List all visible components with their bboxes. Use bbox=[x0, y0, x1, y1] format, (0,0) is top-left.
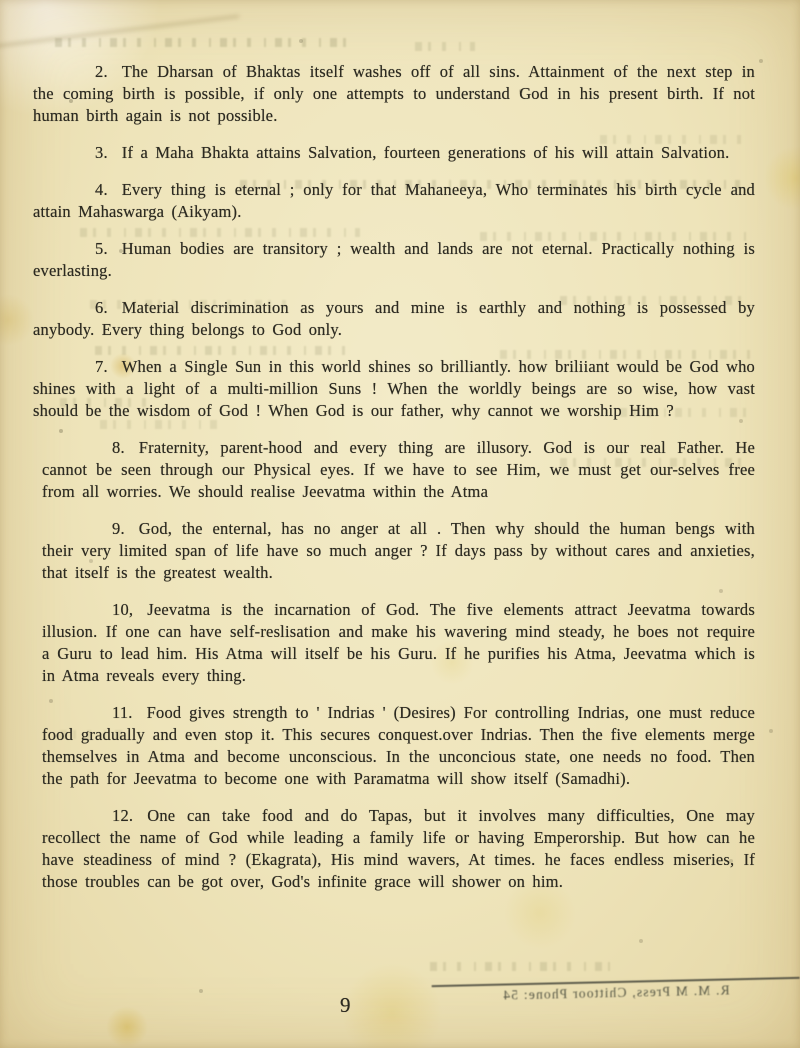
bleed-through-smudge bbox=[55, 38, 355, 47]
paragraph-number: 5. bbox=[95, 239, 108, 258]
paragraph bbox=[33, 61, 755, 127]
paragraph-number: 4. bbox=[95, 180, 108, 199]
paragraph-text: If a Maha Bhakta attains Salvation, fourteen generations of his will attain Salvation. bbox=[121, 143, 730, 162]
paragraph-number: 9. bbox=[112, 519, 125, 538]
page-content bbox=[33, 61, 755, 908]
paragraph-number: 3. bbox=[95, 143, 108, 162]
paragraph-text: Material discrimination as yours and mine is earthly and nothing is possessed by anybody. Every thing belongs to God only. bbox=[33, 298, 755, 339]
printer-imprint-mirrored: R. M. M Press, Chittoor Phone: 54 bbox=[432, 977, 800, 1019]
paragraph bbox=[33, 599, 755, 687]
paragraph bbox=[33, 805, 755, 893]
paragraph-text: Every thing is eternal ; only for that Mahaneeya, Who terminates his birth cycle and attain Mahaswarga (Aikyam). bbox=[33, 180, 755, 221]
page-number: 9 bbox=[340, 993, 352, 1017]
paragraph-number: 12. bbox=[112, 806, 134, 825]
paragraph bbox=[33, 179, 755, 223]
paragraph-number: 8. bbox=[112, 438, 125, 457]
ink-specks bbox=[0, 0, 2, 2]
paragraph-number: 10, bbox=[112, 600, 134, 619]
paragraph-number: 11. bbox=[112, 703, 133, 722]
paragraph-text: Human bodies are transitory ; wealth and lands are not eternal. Practically nothing is everlasting. bbox=[33, 239, 755, 280]
paragraph-text: Fraternity, parent-hood and every thing are illusory. God is our real Father. He cannot be seen through our Physical eyes. If we have to see Him, we must get our-selves free from all worries. We should realise Jeevatma within the Atma bbox=[42, 438, 755, 501]
paragraph bbox=[33, 297, 755, 341]
paragraph-number: 2. bbox=[95, 62, 108, 81]
bleed-through-smudge bbox=[415, 42, 475, 51]
paragraph-text: When a Single Sun in this world shines so brilliantly. how briliiant would be God who shines with a light of a multi-million Suns ! When the worldly beings are so wise, how vast should be the wisdom of God ! When God is our father, why cannot we worship Him ? bbox=[33, 357, 755, 420]
paragraph-text: God, the enternal, has no anger at all . Then why should the human bengs with their very limited span of life have so much anger ? If days pass by without cares and anxieties, that itself is the greatest wealth. bbox=[42, 519, 755, 582]
paragraph bbox=[33, 356, 755, 422]
paragraph-text: One can take food and do Tapas, but it involves many difficulties, One may recollect the name of God while leading a family life or having Emperorship. But how can he have steadiness of mind ? (Ekagrata), His mind wavers, At times. he faces endless miseries, If those troubles can be got over, God's infinite grace will shower on him. bbox=[42, 806, 755, 891]
paragraph bbox=[33, 437, 755, 503]
paragraph-number: 7. bbox=[95, 357, 108, 376]
paragraph bbox=[33, 702, 755, 790]
bleed-through-smudge bbox=[430, 962, 610, 971]
paragraph bbox=[33, 238, 755, 282]
paragraph bbox=[33, 518, 755, 584]
paragraph bbox=[33, 142, 755, 164]
paragraph-text: Food gives strength to ' Indrias ' (Desires) For controlling Indrias, one must reduce food gradually and even stop it. This secures conquest.over Indrias. Then the five elements merge themselves in Atma and become unconscious. In the unconcious state, one needs no food. Then the path for Jeevatma to become one with Paramatma will show itself (Samadhi). bbox=[42, 703, 755, 788]
paragraph-text: The Dharsan of Bhaktas itself washes off of all sins. Attainment of the next step in the coming birth is possible, if only one attempts to understand God in his present birth. If not human birth again is not possible. bbox=[33, 62, 755, 125]
paragraph-text: Jeevatma is the incarnation of God. The five elements attract Jeevatma towards illusion. If one can have self-reslisation and make his wavering mind steady, he boes not require a Guru to lead him. His Atma will itself be his Guru. If he purifies his Atma, Jeevatma which is in Atma reveals every thing. bbox=[42, 600, 755, 685]
paragraph-number: 6. bbox=[95, 298, 108, 317]
